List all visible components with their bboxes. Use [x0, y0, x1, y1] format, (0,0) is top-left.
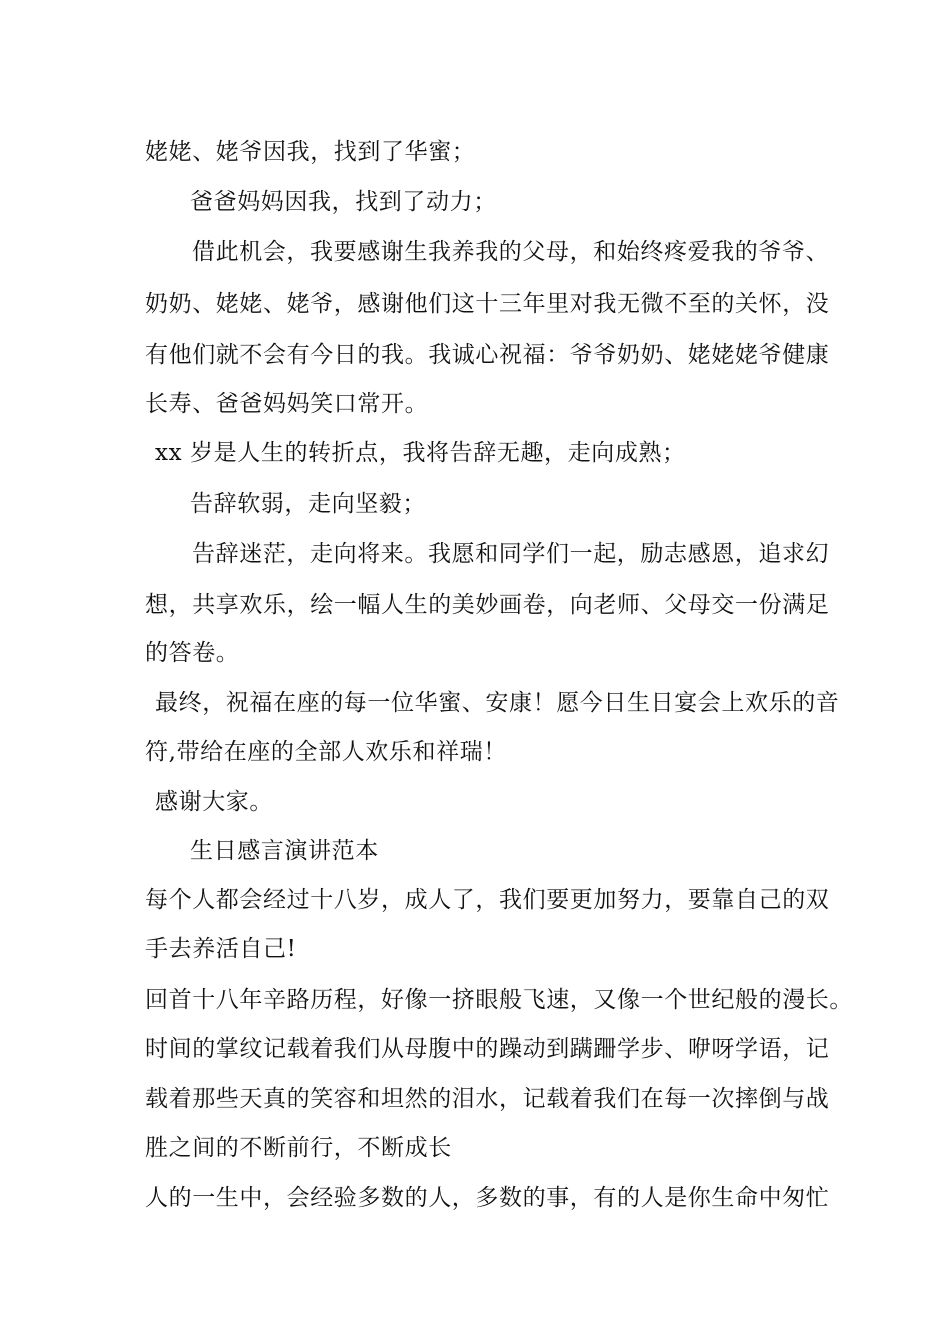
text-line: 载着那些天真的笑容和坦然的泪水，记载着我们在每一次摔倒与战: [145, 1086, 830, 1112]
text-line: 回首十八年辛路历程，好像一挤眼般飞速，又像一个世纪般的漫长。: [145, 987, 853, 1013]
text-line: 符,带给在座的全部人欢乐和祥瑞！: [145, 739, 507, 765]
text-line: 人的一生中，会经验多数的人，多数的事，有的人是你生命中匆忙: [145, 1185, 830, 1211]
text-line: 感谢大家。: [155, 789, 273, 815]
text-line: 想，共享欢乐，绘一幅人生的美妙画卷，向老师、父母交一份满足: [145, 592, 830, 618]
text-line: 奶奶、姥姥、姥爷，感谢他们这十三年里对我无微不至的关怀，没: [145, 291, 830, 317]
text-line: 时间的掌纹记载着我们从母腹中的躁动到蹒跚学步、咿呀学语，记: [145, 1036, 830, 1062]
text-line: 有他们就不会有今日的我。我诚心祝福：爷爷奶奶、姥姥姥爷健康: [145, 342, 830, 368]
text-line: 胜之间的不断前行，不断成长: [145, 1135, 452, 1161]
text-line: 姥姥、姥爷因我，找到了华蜜；: [145, 139, 476, 165]
text-line: 每个人都会经过十八岁，成人了，我们要更加努力，要靠自己的双: [145, 887, 830, 913]
text-line: 告辞迷茫，走向将来。我愿和同学们一起，励志感恩，追求幻: [192, 541, 830, 567]
text-line: 爸爸妈妈因我，找到了动力；: [190, 189, 497, 215]
text-line: xx 岁是人生的转折点，我将告辞无趣，走向成熟；: [155, 440, 686, 466]
text-line: 告辞软弱，走向坚毅；: [190, 491, 426, 517]
text-line: 长寿、爸爸妈妈笑口常开。: [145, 391, 429, 417]
text-line: 的答卷。: [145, 640, 240, 666]
section-title: 生日感言演讲范本: [190, 838, 379, 864]
text-line: 借此机会，我要感谢生我养我的父母，和始终疼爱我的爷爷、: [192, 239, 830, 265]
text-line: 最终，祝福在座的每一位华蜜、安康！愿今日生日宴会上欢乐的音: [155, 690, 840, 716]
text-line: 手去养活自己!: [145, 936, 297, 962]
